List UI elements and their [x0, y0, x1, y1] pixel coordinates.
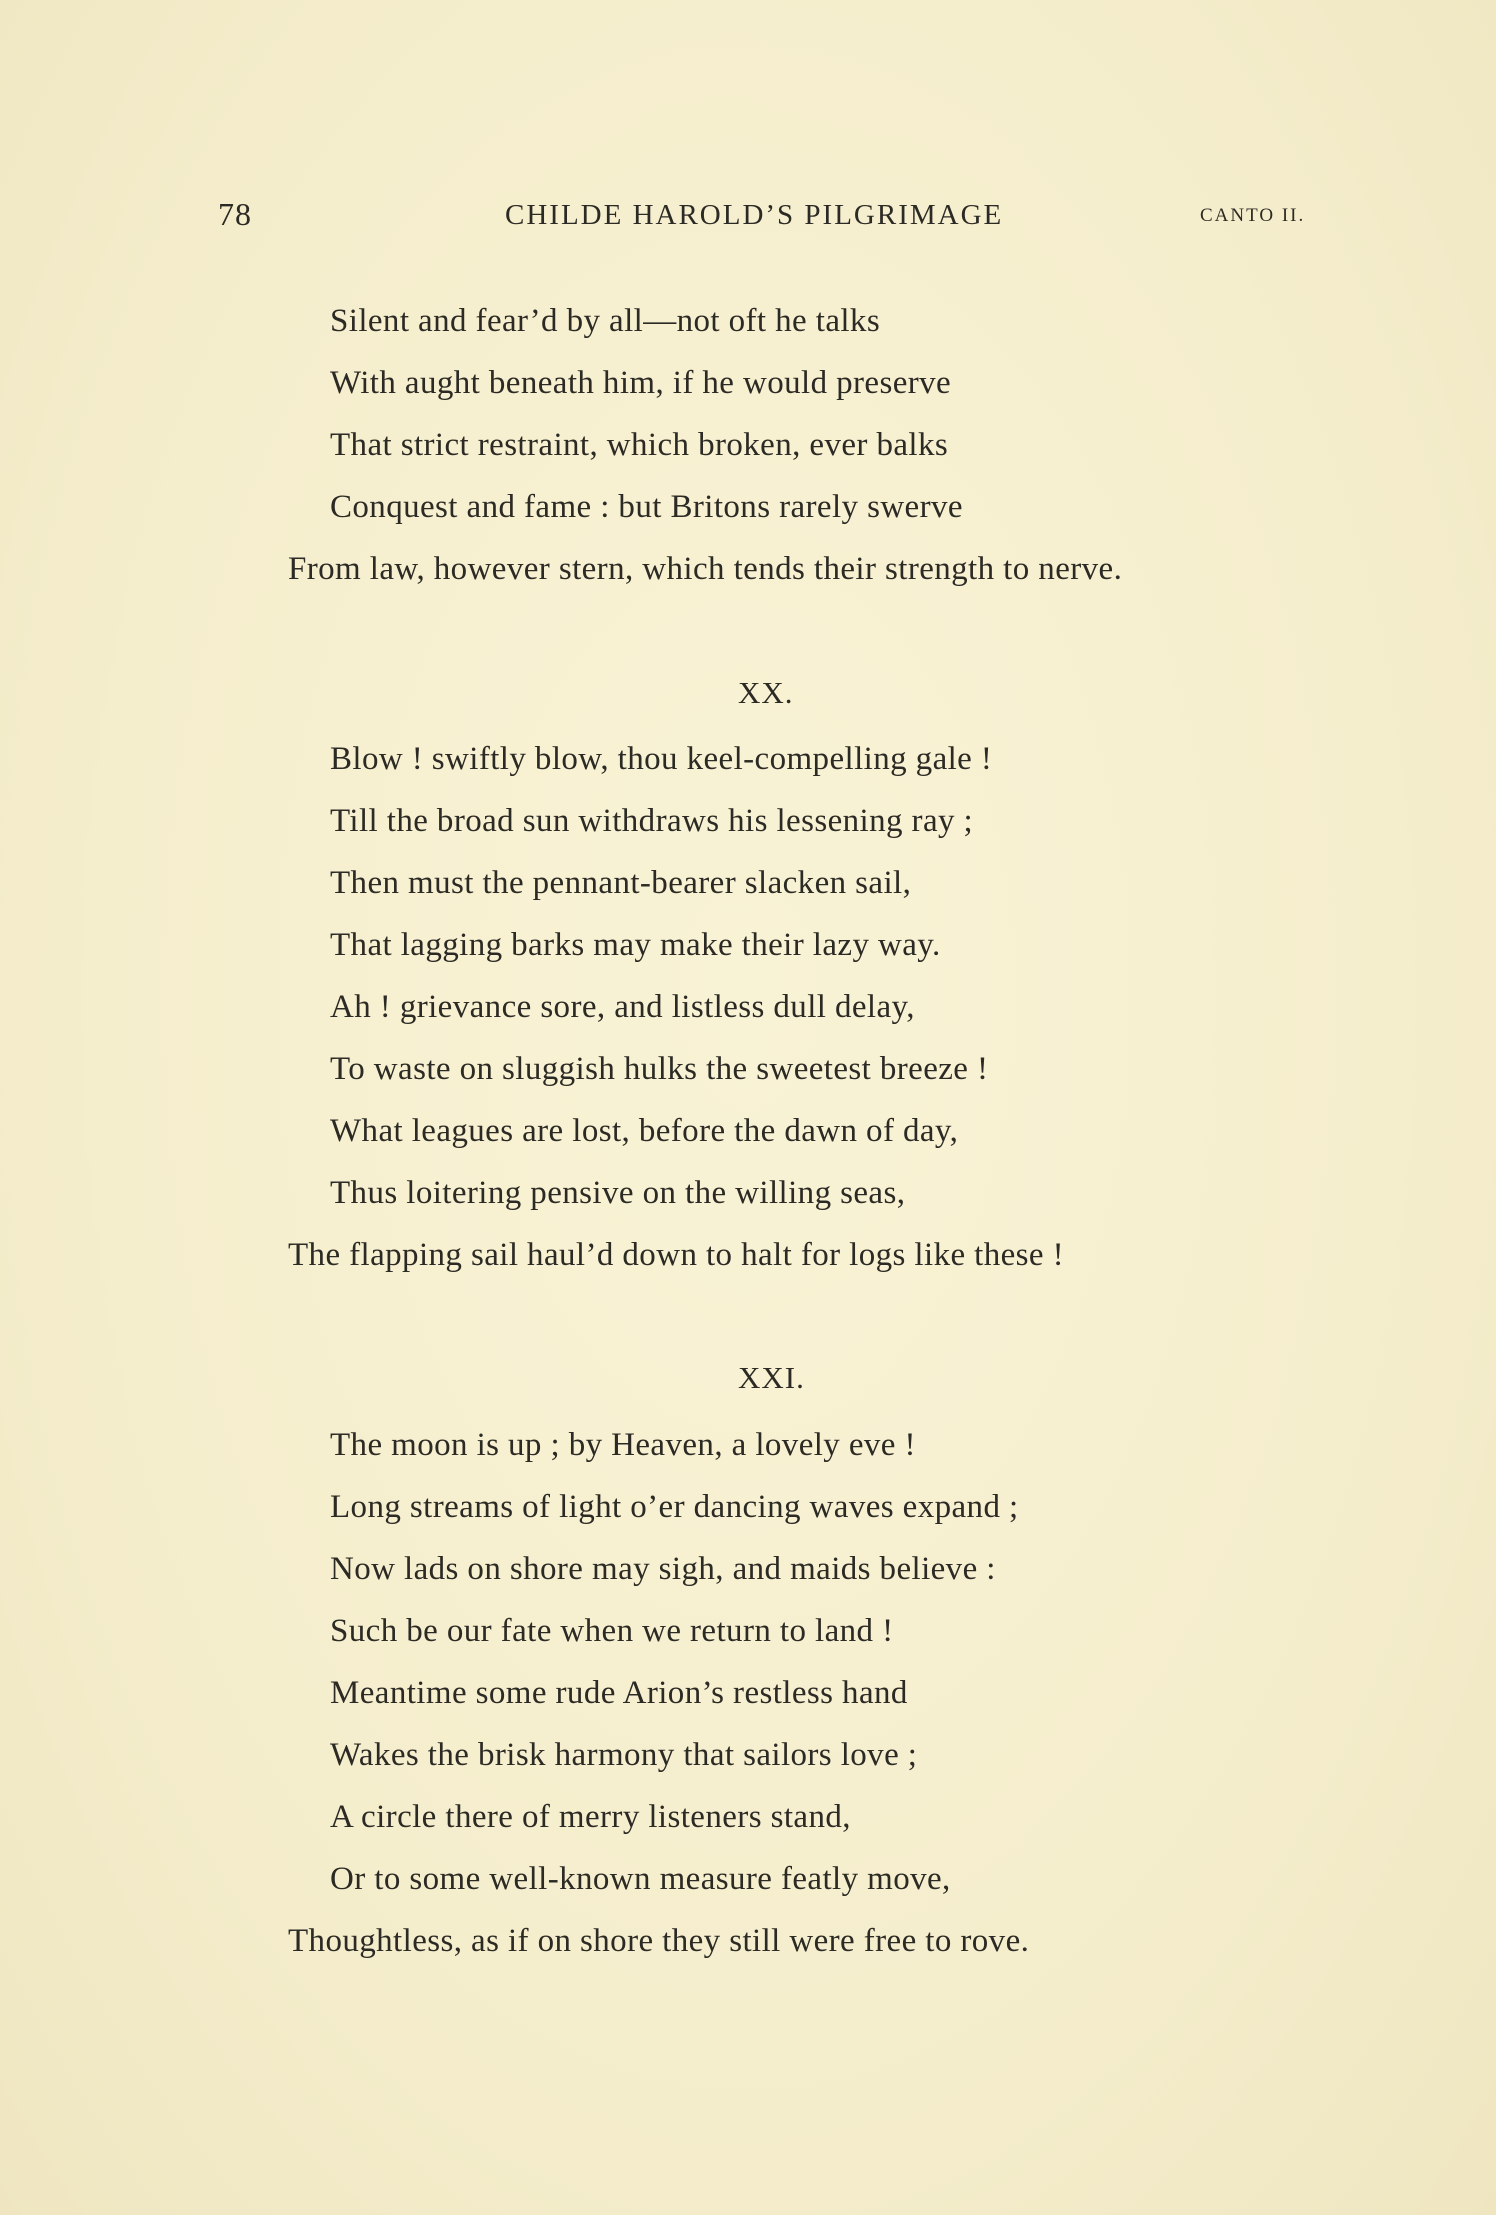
verse-line: Blow ! swiftly blow, thou keel-compelling gale ! — [330, 741, 993, 777]
verse-line: Long streams of light o’er dancing waves expand ; — [330, 1489, 1019, 1525]
stanza-number: XX. — [738, 675, 794, 710]
verse-line: Wakes the brisk harmony that sailors love ; — [330, 1737, 918, 1773]
running-title: CHILDE HAROLD’S PILGRIMAGE — [505, 199, 1004, 231]
verse-line: With aught beneath him, if he would preserve — [330, 365, 952, 401]
verse-line: What leagues are lost, before the dawn of day, — [330, 1113, 959, 1149]
verse-line: Meantime some rude Arion’s restless hand — [330, 1675, 908, 1711]
verse-line: To waste on sluggish hulks the sweetest breeze ! — [330, 1051, 989, 1087]
verse-line: That lagging barks may make their lazy way. — [330, 927, 941, 963]
verse-line: Such be our fate when we return to land ! — [330, 1613, 894, 1649]
verse-line: The moon is up ; by Heaven, a lovely eve ! — [330, 1427, 916, 1463]
verse-line: That strict restraint, which broken, ever balks — [330, 427, 949, 463]
verse-line: Ah ! grievance sore, and listless dull delay, — [330, 989, 915, 1025]
verse-line: Thus loitering pensive on the willing seas, — [330, 1175, 906, 1211]
verse-line-alexandrine: Thoughtless, as if on shore they still were free to rove. — [288, 1923, 1030, 1959]
stanza-number: XXI. — [738, 1360, 805, 1395]
verse-line-alexandrine: The flapping sail haul’d down to halt for logs like these ! — [288, 1237, 1065, 1273]
verse-line: A circle there of merry listeners stand, — [330, 1799, 851, 1835]
verse-line: Till the broad sun withdraws his lessening ray ; — [330, 803, 974, 839]
verse-line: Or to some well-known measure featly move, — [330, 1861, 951, 1897]
verse-line: Then must the pennant-bearer slacken sail, — [330, 865, 912, 901]
page-number: 78 — [218, 196, 252, 232]
verse-line-alexandrine: From law, however stern, which tends their strength to nerve. — [288, 551, 1123, 587]
page-header — [0, 196, 1496, 244]
verse-line: Now lads on shore may sigh, and maids believe : — [330, 1551, 996, 1587]
canto-label: CANTO II. — [1200, 205, 1306, 226]
verse-line: Conquest and fame : but Britons rarely swerve — [330, 489, 963, 525]
verse-line: Silent and fear’d by all—not oft he talks — [330, 303, 881, 339]
